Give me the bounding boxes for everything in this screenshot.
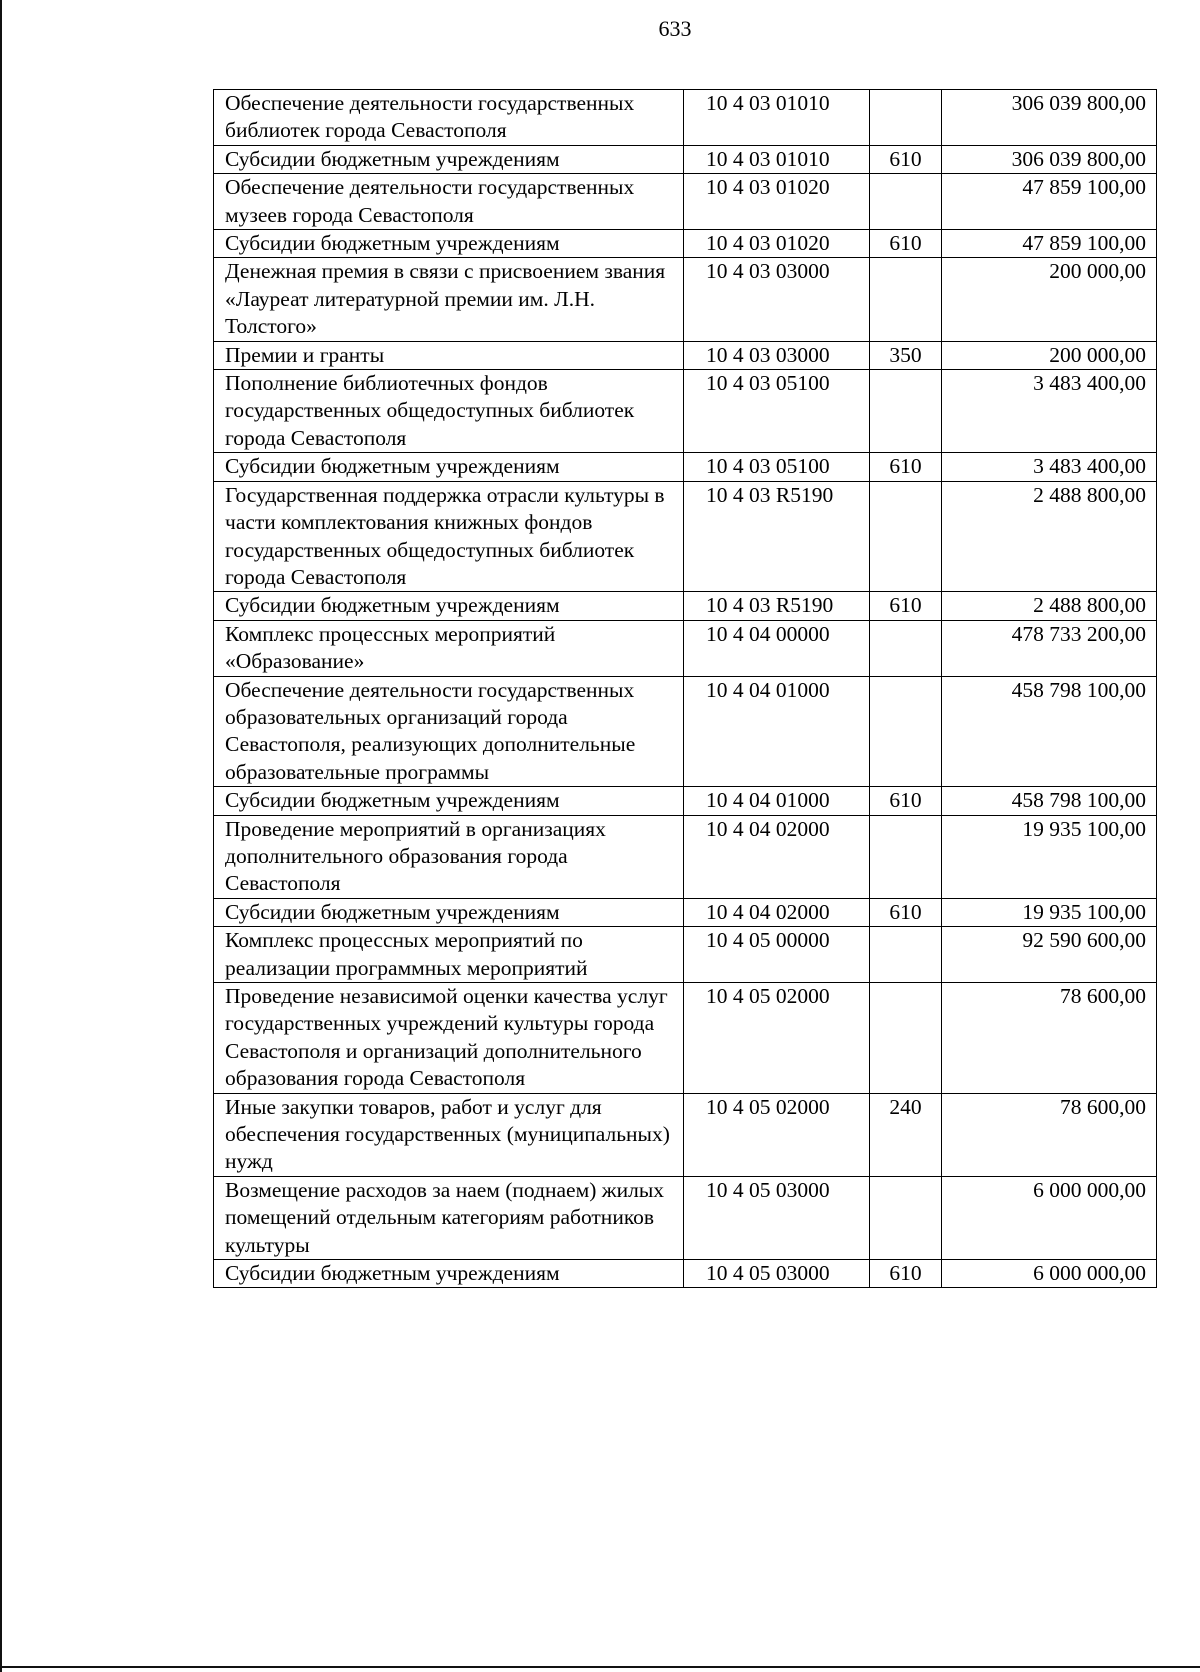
row-name-cell: Субсидии бюджетным учреждениям: [214, 1260, 684, 1288]
row-name-cell: Комплекс процессных мероприятий по реализации программных мероприятий: [214, 927, 684, 983]
row-name-cell: Проведение независимой оценки качества услуг государственных учреждений культуры города Севастополя и организаций дополнительного образования города Севастополя: [214, 983, 684, 1094]
table-row: [214, 145, 1157, 173]
row-sum-cell: 6 000 000,00: [942, 1176, 1157, 1259]
row-type-cell: 350: [870, 341, 942, 369]
row-name-cell: Премии и гранты: [214, 341, 684, 369]
row-sum-cell: 19 935 100,00: [942, 815, 1157, 898]
row-name-cell: Субсидии бюджетным учреждениям: [214, 787, 684, 815]
row-name-cell: Субсидии бюджетным учреждениям: [214, 592, 684, 620]
row-type-cell: 610: [870, 898, 942, 926]
row-sum-cell: 92 590 600,00: [942, 927, 1157, 983]
budget-table: [213, 89, 1157, 1288]
row-code-cell: 10 4 04 01000: [684, 676, 870, 787]
row-sum-cell: 200 000,00: [942, 258, 1157, 341]
row-sum-cell: 2 488 800,00: [942, 481, 1157, 592]
row-type-cell: 610: [870, 453, 942, 481]
row-sum-cell: 458 798 100,00: [942, 787, 1157, 815]
row-code-cell: 10 4 03 05100: [684, 453, 870, 481]
row-code-cell: 10 4 05 02000: [684, 1093, 870, 1176]
row-sum-cell: 6 000 000,00: [942, 1260, 1157, 1288]
row-name-cell: Субсидии бюджетным учреждениям: [214, 145, 684, 173]
table-row: [214, 230, 1157, 258]
row-name-cell: Иные закупки товаров, работ и услуг для обеспечения государственных (муниципальных) нужд: [214, 1093, 684, 1176]
table-row: [214, 676, 1157, 787]
row-code-cell: 10 4 03 R5190: [684, 481, 870, 592]
row-type-cell: 610: [870, 592, 942, 620]
row-code-cell: 10 4 05 02000: [684, 983, 870, 1094]
row-sum-cell: 3 483 400,00: [942, 370, 1157, 453]
table-row: [214, 341, 1157, 369]
row-code-cell: 10 4 05 03000: [684, 1176, 870, 1259]
table-row: [214, 927, 1157, 983]
table-row: [214, 453, 1157, 481]
row-sum-cell: 200 000,00: [942, 341, 1157, 369]
row-type-cell: [870, 370, 942, 453]
row-sum-cell: 19 935 100,00: [942, 898, 1157, 926]
row-code-cell: 10 4 04 00000: [684, 620, 870, 676]
row-type-cell: [870, 815, 942, 898]
row-type-cell: [870, 1176, 942, 1259]
row-sum-cell: 2 488 800,00: [942, 592, 1157, 620]
row-code-cell: 10 4 03 01010: [684, 90, 870, 146]
row-code-cell: 10 4 03 03000: [684, 341, 870, 369]
row-code-cell: 10 4 03 03000: [684, 258, 870, 341]
row-sum-cell: 47 859 100,00: [942, 230, 1157, 258]
row-type-cell: [870, 481, 942, 592]
table-row: [214, 174, 1157, 230]
row-sum-cell: 478 733 200,00: [942, 620, 1157, 676]
row-code-cell: 10 4 03 05100: [684, 370, 870, 453]
scan-edge-bottom: [0, 1666, 1200, 1668]
scan-edge-left: [0, 0, 2, 1672]
row-name-cell: Денежная премия в связи с присвоением звания «Лауреат литературной премии им. Л.Н. Толстого»: [214, 258, 684, 341]
row-sum-cell: 47 859 100,00: [942, 174, 1157, 230]
row-code-cell: 10 4 03 01010: [684, 145, 870, 173]
budget-table-body: [214, 90, 1157, 1288]
row-code-cell: 10 4 04 02000: [684, 898, 870, 926]
page-number: 633: [658, 16, 692, 41]
table-row: [214, 1093, 1157, 1176]
row-code-cell: 10 4 05 00000: [684, 927, 870, 983]
row-name-cell: Государственная поддержка отрасли культуры в части комплектования книжных фондов государственных общедоступных библиотек города Севастополя: [214, 481, 684, 592]
row-code-cell: 10 4 04 02000: [684, 815, 870, 898]
table-row: [214, 787, 1157, 815]
row-type-cell: [870, 620, 942, 676]
row-name-cell: Субсидии бюджетным учреждениям: [214, 898, 684, 926]
row-sum-cell: 78 600,00: [942, 983, 1157, 1094]
row-type-cell: [870, 258, 942, 341]
row-code-cell: 10 4 03 01020: [684, 230, 870, 258]
row-code-cell: 10 4 03 R5190: [684, 592, 870, 620]
table-row: [214, 1260, 1157, 1288]
row-type-cell: [870, 983, 942, 1094]
row-name-cell: Комплекс процессных мероприятий «Образование»: [214, 620, 684, 676]
table-row: [214, 370, 1157, 453]
row-code-cell: 10 4 04 01000: [684, 787, 870, 815]
table-row: [214, 815, 1157, 898]
row-sum-cell: 306 039 800,00: [942, 90, 1157, 146]
row-type-cell: [870, 90, 942, 146]
row-type-cell: 610: [870, 230, 942, 258]
table-row: [214, 90, 1157, 146]
row-type-cell: [870, 676, 942, 787]
row-code-cell: 10 4 03 01020: [684, 174, 870, 230]
row-type-cell: 240: [870, 1093, 942, 1176]
row-type-cell: 610: [870, 145, 942, 173]
table-row: [214, 258, 1157, 341]
row-name-cell: Обеспечение деятельности государственных образовательных организаций города Севастополя, реализующих дополнительные образовательные программы: [214, 676, 684, 787]
row-sum-cell: 78 600,00: [942, 1093, 1157, 1176]
row-name-cell: Субсидии бюджетным учреждениям: [214, 453, 684, 481]
table-row: [214, 481, 1157, 592]
table-row: [214, 983, 1157, 1094]
row-type-cell: 610: [870, 1260, 942, 1288]
row-name-cell: Пополнение библиотечных фондов государственных общедоступных библиотек города Севастополя: [214, 370, 684, 453]
row-sum-cell: 3 483 400,00: [942, 453, 1157, 481]
table-row: [214, 898, 1157, 926]
row-type-cell: [870, 927, 942, 983]
row-type-cell: 610: [870, 787, 942, 815]
table-row: [214, 620, 1157, 676]
table-row: [214, 592, 1157, 620]
row-name-cell: Возмещение расходов за наем (поднаем) жилых помещений отдельным категориям работников культуры: [214, 1176, 684, 1259]
row-name-cell: Проведение мероприятий в организациях дополнительного образования города Севастополя: [214, 815, 684, 898]
row-type-cell: [870, 174, 942, 230]
table-row: [214, 1176, 1157, 1259]
row-name-cell: Субсидии бюджетным учреждениям: [214, 230, 684, 258]
row-code-cell: 10 4 05 03000: [684, 1260, 870, 1288]
row-sum-cell: 306 039 800,00: [942, 145, 1157, 173]
row-name-cell: Обеспечение деятельности государственных музеев города Севастополя: [214, 174, 684, 230]
row-name-cell: Обеспечение деятельности государственных библиотек города Севастополя: [214, 90, 684, 146]
row-sum-cell: 458 798 100,00: [942, 676, 1157, 787]
